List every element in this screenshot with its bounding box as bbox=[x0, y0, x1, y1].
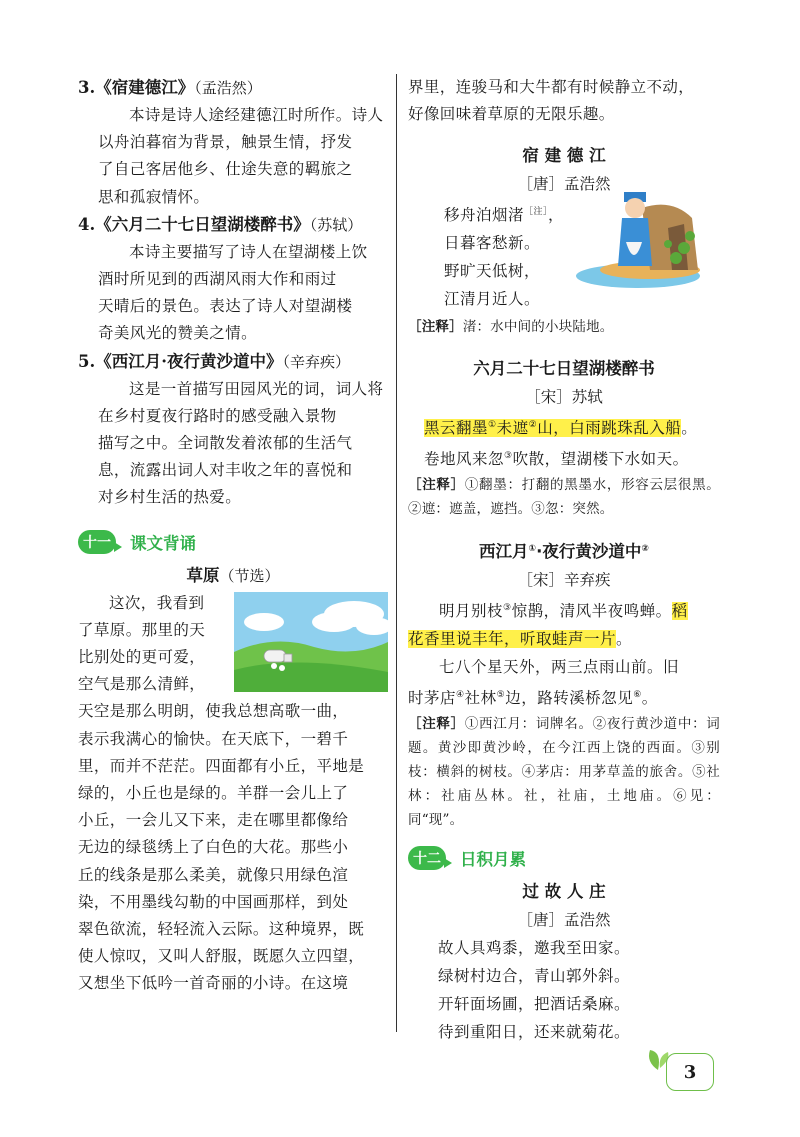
grassland-illustration bbox=[234, 592, 388, 692]
section-title: 课文背诵 bbox=[130, 533, 196, 553]
poem-title: 过 故 人 庄 bbox=[522, 882, 606, 902]
entry-title: 5.《西江月·夜行黄沙道中》（辛弃疾） bbox=[78, 351, 350, 371]
poem-xijiangyue: 西江月①·夜行黄沙道中② ［宋］辛弃疾 明月别枝③惊鹊，清风半夜鸣蝉。稻 花香里说丰年，听取蛙声一片。 七八个星天外，两三点雨山前。旧 时茅店④社林⑤边，路转溪桥忽见⑥。 ［注释］①西江月：词牌名。②夜行黄沙道中：词题。黄沙即黄沙岭，在今江西上饶的西面。③别枝：横斜的树枝。④茅店：用茅草盖的旅舍。⑤社林：社庙丛林。社，社庙，土地庙。⑥见：同“现”。 bbox=[408, 535, 720, 832]
poem-note: ［注释］①西江月：词牌名。②夜行黄沙道中：词题。黄沙即黄沙岭，在今江西上饶的西面。③别枝：横斜的树枝。④茅店：用茅草盖的旅舍。⑤社林：社庙丛林。社，社庙，土地庙。⑥见：同“现”。 bbox=[408, 716, 720, 829]
section-header-12 bbox=[408, 846, 720, 870]
poem-wanghulou: 六月二十七日望湖楼醉书 ［宋］苏轼 黑云翻墨①未遮②山，白雨跳珠乱入船。 卷地风来忽③吹散，望湖楼下水如天。 ［注释］①翻墨：打翻的黑墨水，形容云层很黑。②遮：遮盖，遮挡。③忽：突然。 bbox=[408, 355, 720, 521]
column-divider bbox=[396, 74, 397, 1032]
left-column bbox=[78, 74, 388, 998]
poem-title: 六月二十七日望湖楼醉书 bbox=[473, 359, 655, 379]
entry-5 bbox=[78, 348, 388, 512]
entry-4 bbox=[78, 211, 388, 348]
poem-title: 宿 建 德 江 bbox=[522, 146, 606, 166]
page-number: 3 bbox=[666, 1053, 714, 1091]
section-title: 日积月累 bbox=[460, 850, 526, 870]
entry-title: 3.《宿建德江》（孟浩然） bbox=[78, 78, 262, 97]
section-badge: 十一 bbox=[78, 530, 116, 554]
poem-dynasty-author: ［唐］孟浩然 bbox=[517, 911, 611, 930]
section-badge: 十二 bbox=[408, 846, 446, 870]
poem-sujiandejiang: 宿 建 德 江 ［唐］孟浩然 移舟泊烟渚$^{[注]}$， 日暮客愁新。 野旷天低树， 江清月近人。 ［注释］渚：水中间的小块陆地。 bbox=[408, 142, 720, 339]
section-header-11 bbox=[78, 530, 388, 554]
poem-dynasty-author: ［宋］苏轼 bbox=[525, 388, 603, 407]
entry-description: 这是一首描写田园风光的词，词人将 在乡村夏夜行路时的感受融入景物 描写之中。全词散发着浓郁的生活气 息，流露出词人对丰收之年的喜悦和 对乡村生活的热爱。 bbox=[98, 379, 384, 507]
entry-3 bbox=[78, 74, 388, 211]
right-column bbox=[408, 74, 720, 1046]
poem-dynasty-author: ［唐］孟浩然 bbox=[517, 175, 611, 194]
caoyuan-text: 这次，我看到 了草原。那里的天 比别处的更可爱， 空气是那么清鲜， 天空是那么明朗，使我总想高歌一曲， 表示我满心的愉快。在天底下，一碧千 里，而并不茫茫。四面都有小丘，平地是 绿的，小丘也是绿的。羊群一会儿上了 小丘，一会儿又下来，走在哪里都像给 无边的绿毯绣上了白色的大花。那些小 丘的线条是那么柔美，就像只用绿色渲 染，不用墨线勾勒的中国画那样，到处 翠色欲流，轻轻流入云际。这种境界，既 使人惊叹，又叫人舒服，既愿久立四望， 又想坐下低吟一首奇丽的小诗。在这境 bbox=[78, 590, 388, 998]
poem-guogurenzhuang: 过 故 人 庄 ［唐］孟浩然 故人具鸡黍，邀我至田家。 绿树村边合，青山郭外斜。 开轩面场圃，把酒话桑麻。 待到重阳日，还来就菊花。 bbox=[408, 878, 720, 1046]
poet-illustration bbox=[572, 178, 702, 290]
poem-dynasty-author: ［宋］辛弃疾 bbox=[517, 571, 611, 590]
entry-description: 本诗主要描写了诗人在望湖楼上饮 酒时所见到的西湖风雨大作和雨过 天晴后的景色。表达了诗人对望湖楼 奇美风光的赞美之情。 bbox=[98, 242, 368, 343]
entry-description: 本诗是诗人途经建德江时所作。诗人 以舟泊暮宿为背景，触景生情，抒发 了自己客居他乡、仕途失意的羁旅之 思和孤寂情怀。 bbox=[98, 106, 384, 206]
poem-note: ［注释］①翻墨：打翻的黑墨水，形容云层很黑。②遮：遮盖，遮挡。③忽：突然。 bbox=[408, 477, 720, 518]
poem-note: ［注释］渚：水中间的小块陆地。 bbox=[408, 319, 614, 336]
caoyuan-title: 草原（节选） bbox=[186, 565, 280, 585]
caoyuan-continued: 界里，连骏马和大牛都有时候静立不动， 好像回味着草原的无限乐趣。 bbox=[408, 78, 695, 124]
entry-title: 4.《六月二十七日望湖楼醉书》（苏轼） bbox=[78, 214, 363, 234]
poem-title: 西江月①·夜行黄沙道中② bbox=[478, 542, 650, 562]
